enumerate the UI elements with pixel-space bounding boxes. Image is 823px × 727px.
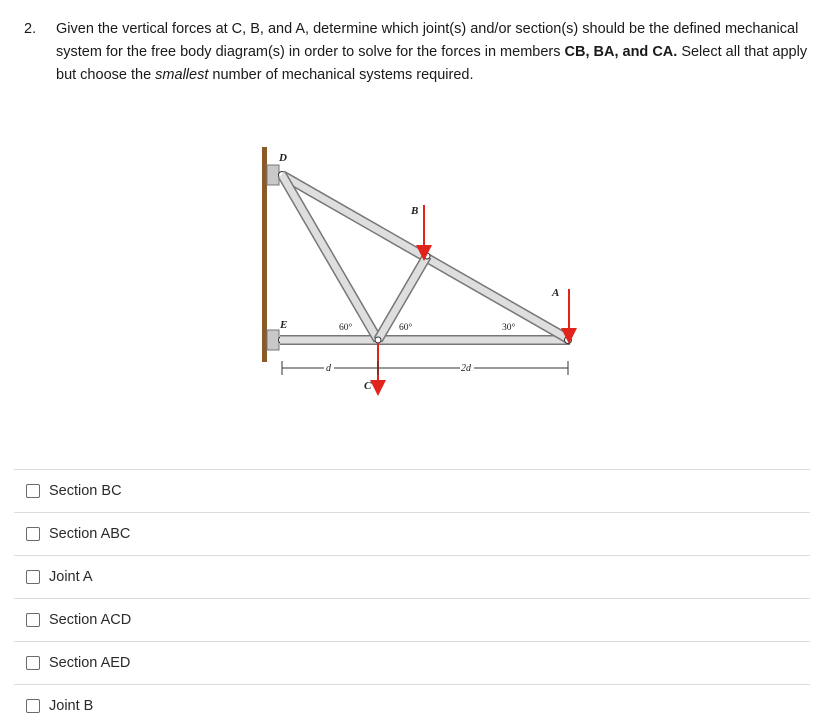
question (24, 18, 814, 87)
option-joint-b[interactable] (14, 684, 810, 727)
label-c: C (364, 380, 372, 392)
angle-mid: 60° (399, 323, 413, 333)
joint-b (424, 253, 430, 259)
option-label: Joint B (49, 698, 94, 714)
truss-diagram (258, 143, 588, 403)
joint-c (375, 337, 381, 343)
label-e: E (280, 319, 288, 331)
joint-a (565, 337, 572, 344)
angle-left: 60° (339, 323, 353, 333)
option-label: Section ACD (49, 612, 132, 628)
question-text-part-b: Select all that apply but choose the (56, 44, 808, 83)
answer-options (14, 469, 810, 727)
option-section-acd[interactable] (14, 598, 810, 641)
checkbox[interactable] (26, 527, 40, 541)
option-section-aed[interactable] (14, 641, 810, 684)
option-label: Section ABC (49, 526, 131, 542)
truss-figure (258, 143, 588, 403)
checkbox[interactable] (26, 613, 40, 627)
checkbox[interactable] (26, 484, 40, 498)
option-section-bc[interactable] (14, 469, 810, 512)
dim-label-2d: 2d (461, 363, 471, 374)
option-label: Section AED (49, 655, 131, 671)
dim-label-d: d (326, 363, 331, 374)
option-joint-a[interactable] (14, 555, 810, 598)
question-text (56, 18, 814, 87)
wall (262, 147, 267, 362)
question-members-bold: CB, BA, and CA. (564, 44, 678, 60)
label-b: B (411, 205, 419, 217)
label-d: D (279, 152, 287, 164)
angle-right: 30° (502, 323, 516, 333)
checkbox[interactable] (26, 570, 40, 584)
option-label: Joint A (49, 569, 93, 585)
question-emphasis: smallest (155, 67, 209, 83)
question-text-part-c: number of mechanical systems required. (208, 67, 474, 83)
option-section-abc[interactable] (14, 512, 810, 555)
checkbox[interactable] (26, 656, 40, 670)
checkbox[interactable] (26, 699, 40, 713)
label-a: A (552, 287, 560, 299)
question-number: 2. (24, 21, 37, 37)
question-text-part-a: Given the vertical forces at C, B, and A, determine which joint(s) and/or section(s) should be the defined mechanical system for the free body diagram(s) in order to solve for the forces in members (56, 21, 799, 60)
option-label: Section BC (49, 483, 122, 499)
